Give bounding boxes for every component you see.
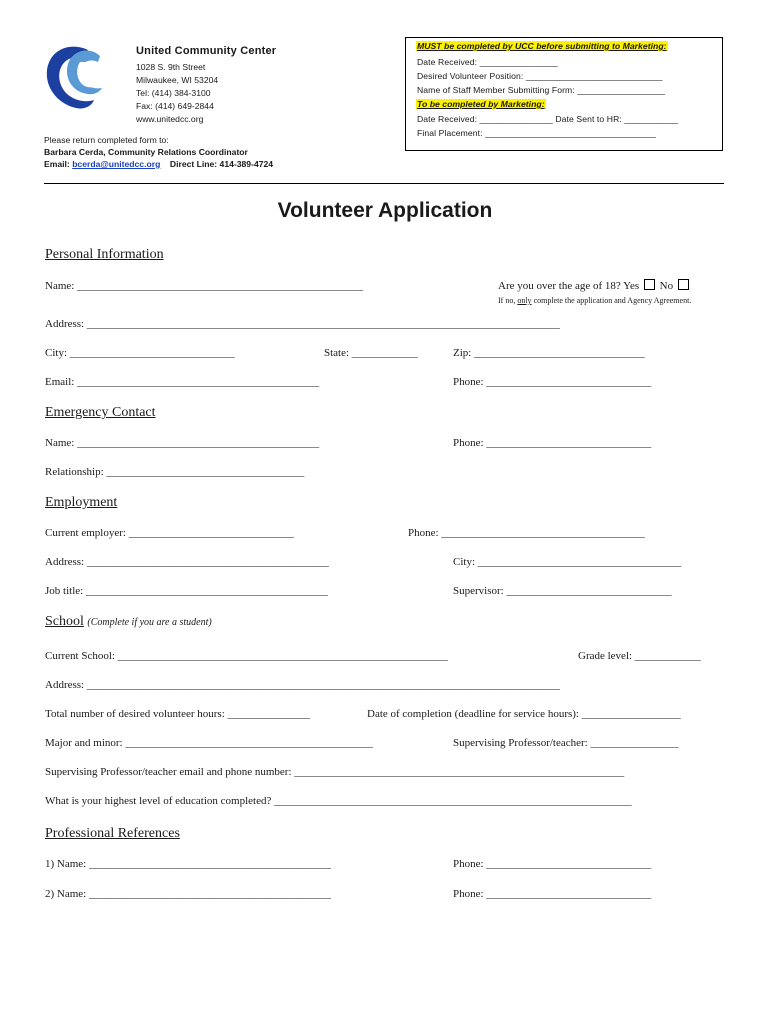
page-title: Volunteer Application: [277, 199, 493, 222]
age-question-label: Are you over the age of 18? Yes: [498, 280, 640, 292]
age-no-checkbox[interactable]: [678, 279, 689, 290]
direct-line: Direct Line: 414-389-4724: [169, 159, 274, 169]
org-fax: Fax: (414) 649-2844: [136, 101, 214, 111]
age-note-only: only: [517, 296, 532, 305]
org-city: Milwaukee, WI 53204: [136, 75, 219, 85]
employment-city-field[interactable]: City: _____________________________________: [453, 556, 682, 568]
reference-2-name-field[interactable]: 2) Name: ____________________________________________: [45, 888, 331, 900]
org-web: www.unitedcc.org: [136, 114, 204, 124]
school-hours-field[interactable]: Total number of desired volunteer hours: _______________: [45, 708, 311, 720]
personal-name-field[interactable]: Name: ____________________________________________________: [45, 280, 364, 292]
marketing-final-placement[interactable]: Final Placement: ___________________________________: [417, 128, 656, 138]
emergency-name-field[interactable]: Name: ____________________________________________: [45, 437, 320, 449]
employment-employer-field[interactable]: Current employer: ______________________________: [45, 527, 294, 539]
section-employment: Employment: [45, 495, 118, 510]
marketing-staff-member[interactable]: Name of Staff Member Submitting Form: __________________: [417, 85, 666, 95]
marketing-heading-ucc: MUST be completed by UCC before submitting to Marketing:: [417, 41, 667, 51]
section-emergency-contact: Emergency Contact: [45, 405, 156, 420]
marketing-desired-position[interactable]: Desired Volunteer Position: ____________________________: [417, 71, 663, 81]
org-name: United Community Center: [136, 45, 277, 57]
school-grade-level-field[interactable]: Grade level: ____________: [578, 650, 701, 662]
marketing-heading-mkt: To be completed by Marketing:: [417, 99, 545, 109]
school-education-field[interactable]: What is your highest level of education completed? _________________________________________________________________: [45, 795, 632, 807]
school-address-field[interactable]: Address: ______________________________________________________________________________________: [45, 679, 560, 691]
org-tel: Tel: (414) 384-3100: [136, 88, 211, 98]
age-note: [498, 295, 703, 306]
employment-supervisor-field[interactable]: Supervisor: ______________________________: [453, 585, 672, 597]
school-current-field[interactable]: Current School: ____________________________________________________________: [45, 650, 448, 662]
return-label: Please return completed form to:: [44, 135, 169, 145]
age-no-label: No: [659, 280, 674, 292]
email-label: Email:: [44, 159, 70, 169]
age-yes-checkbox[interactable]: [644, 279, 655, 290]
section-professional-references: Professional References: [45, 826, 180, 841]
employment-job-title-field[interactable]: Job title: ____________________________________________: [45, 585, 328, 597]
age-note-rest: complete the application and Agency Agreement.: [533, 296, 692, 305]
section-school: [45, 614, 212, 630]
school-prof-field[interactable]: Supervising Professor/teacher: ________________: [453, 737, 679, 749]
personal-state-field[interactable]: State: ____________: [324, 347, 418, 359]
employment-address-field[interactable]: Address: ____________________________________________: [45, 556, 329, 568]
school-completion-field[interactable]: Date of completion (deadline for service hours): __________________: [367, 708, 681, 720]
school-hint: (Complete if you are a student): [87, 617, 212, 628]
header-divider: [44, 183, 724, 184]
emergency-relationship-field[interactable]: Relationship: ____________________________________: [45, 466, 305, 478]
personal-zip-field[interactable]: Zip: _______________________________: [453, 347, 645, 359]
personal-email-field[interactable]: Email: ____________________________________________: [45, 376, 320, 388]
age-question: [498, 279, 691, 292]
school-heading: School: [45, 614, 84, 629]
marketing-date-received[interactable]: Date Received: ________________: [417, 57, 558, 67]
personal-city-field[interactable]: City: ______________________________: [45, 347, 235, 359]
personal-phone-field[interactable]: Phone: ______________________________: [453, 376, 652, 388]
ucc-logo: [42, 42, 108, 114]
reference-1-phone-field[interactable]: Phone: ______________________________: [453, 858, 652, 870]
email-link[interactable]: bcerda@unitedcc.org: [72, 159, 161, 169]
personal-address-field[interactable]: Address: ______________________________________________________________________________________: [45, 318, 560, 330]
org-address: 1028 S. 9th Street: [136, 62, 206, 72]
contact-name: Barbara Cerda, Community Relations Coordinator: [44, 147, 248, 157]
marketing-box: [405, 37, 723, 151]
employment-phone-field[interactable]: Phone: _____________________________________: [408, 527, 645, 539]
reference-1-name-field[interactable]: 1) Name: ____________________________________________: [45, 858, 331, 870]
contact-email-line: [44, 159, 273, 169]
section-personal-information: Personal Information: [45, 247, 164, 262]
marketing-date-received-2[interactable]: Date Received: _______________ Date Sent to HR: ___________: [417, 114, 679, 124]
emergency-phone-field[interactable]: Phone: ______________________________: [453, 437, 652, 449]
school-major-field[interactable]: Major and minor: _____________________________________________: [45, 737, 373, 749]
age-note-prefix: If no,: [498, 296, 516, 305]
school-prof-contact-field[interactable]: Supervising Professor/teacher email and phone number: ____________________________________________________________: [45, 766, 625, 778]
reference-2-phone-field[interactable]: Phone: ______________________________: [453, 888, 652, 900]
